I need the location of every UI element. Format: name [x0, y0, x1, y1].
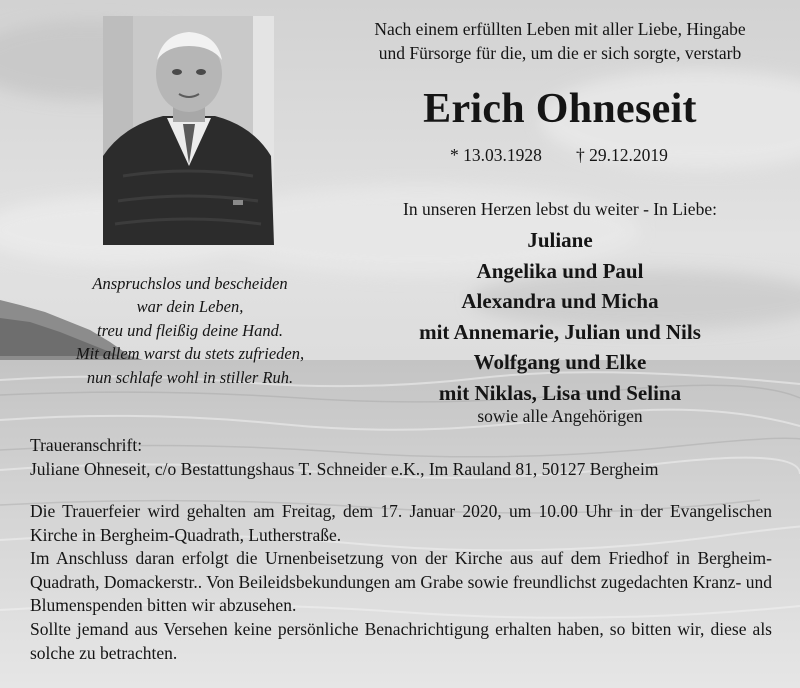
burial-paragraph: Im Anschluss daran erfolgt die Urnenbeisetzung von der Kirche aus auf dem Friedhof in Bergheim-Quadrath, Domackerstr.. Von Beileidsbekundungen am Grabe sowie freundlichst zugedachten Kranz- und Blumenspenden bitten wir abzusehen.	[30, 548, 772, 616]
birth-date: * 13.03.1928	[450, 145, 542, 165]
poem-line: treu und fleißig deine Hand.	[97, 320, 283, 340]
poem-line: war dein Leben,	[136, 297, 244, 317]
address-label: Traueranschrift:	[30, 435, 143, 455]
other-relatives: sowie alle Angehörigen	[477, 406, 643, 426]
poem-line: Mit allem warst du stets zufrieden,	[75, 344, 305, 364]
family-member: Juliane	[527, 228, 593, 252]
notification-paragraph: Sollte jemand aus Versehen keine persönliche Benachrichtigung erhalten haben, so bitten wir, diese als solche zu betrachten.	[30, 618, 772, 663]
funeral-details	[30, 500, 772, 665]
poem-line: nun schlafe wohl in stiller Ruh.	[86, 367, 294, 387]
family-member: Angelika und Paul	[476, 258, 644, 283]
intro-line-1: Nach einem erfüllten Leben mit aller Liebe, Hingabe	[374, 19, 746, 39]
mourning-address	[30, 433, 780, 481]
intro-text	[330, 17, 790, 65]
family-member: Wolfgang und Elke	[473, 350, 647, 374]
death-date: † 29.12.2019	[576, 145, 668, 165]
family-list	[330, 225, 790, 408]
funeral-paragraph: Die Trauerfeier wird gehalten am Freitag, dem 17. Januar 2020, um 10.00 Uhr in der Evangelischen Kirche in Bergheim-Quadrath, Lutherstraße.	[30, 501, 772, 545]
family-member: Alexandra und Micha	[461, 289, 659, 313]
family-member: mit Annemarie, Julian und Nils	[419, 319, 701, 344]
intro-line-2: und Fürsorge für die, um die er sich sorgte, verstarb	[378, 43, 742, 63]
memorial-poem	[40, 272, 340, 389]
deceased-name: Erich Ohneseit	[423, 86, 697, 132]
family-lead-text: In unseren Herzen lebst du weiter - In Liebe:	[403, 199, 717, 219]
portrait-photo	[103, 16, 274, 245]
poem-line: Anspruchslos und bescheiden	[92, 274, 288, 293]
portrait-illustration	[103, 16, 274, 245]
address-value: Juliane Ohneseit, c/o Bestattungshaus T. Schneider e.K., Im Rauland 81, 50127 Bergheim	[30, 459, 659, 479]
family-member: mit Niklas, Lisa und Selina	[438, 380, 682, 405]
